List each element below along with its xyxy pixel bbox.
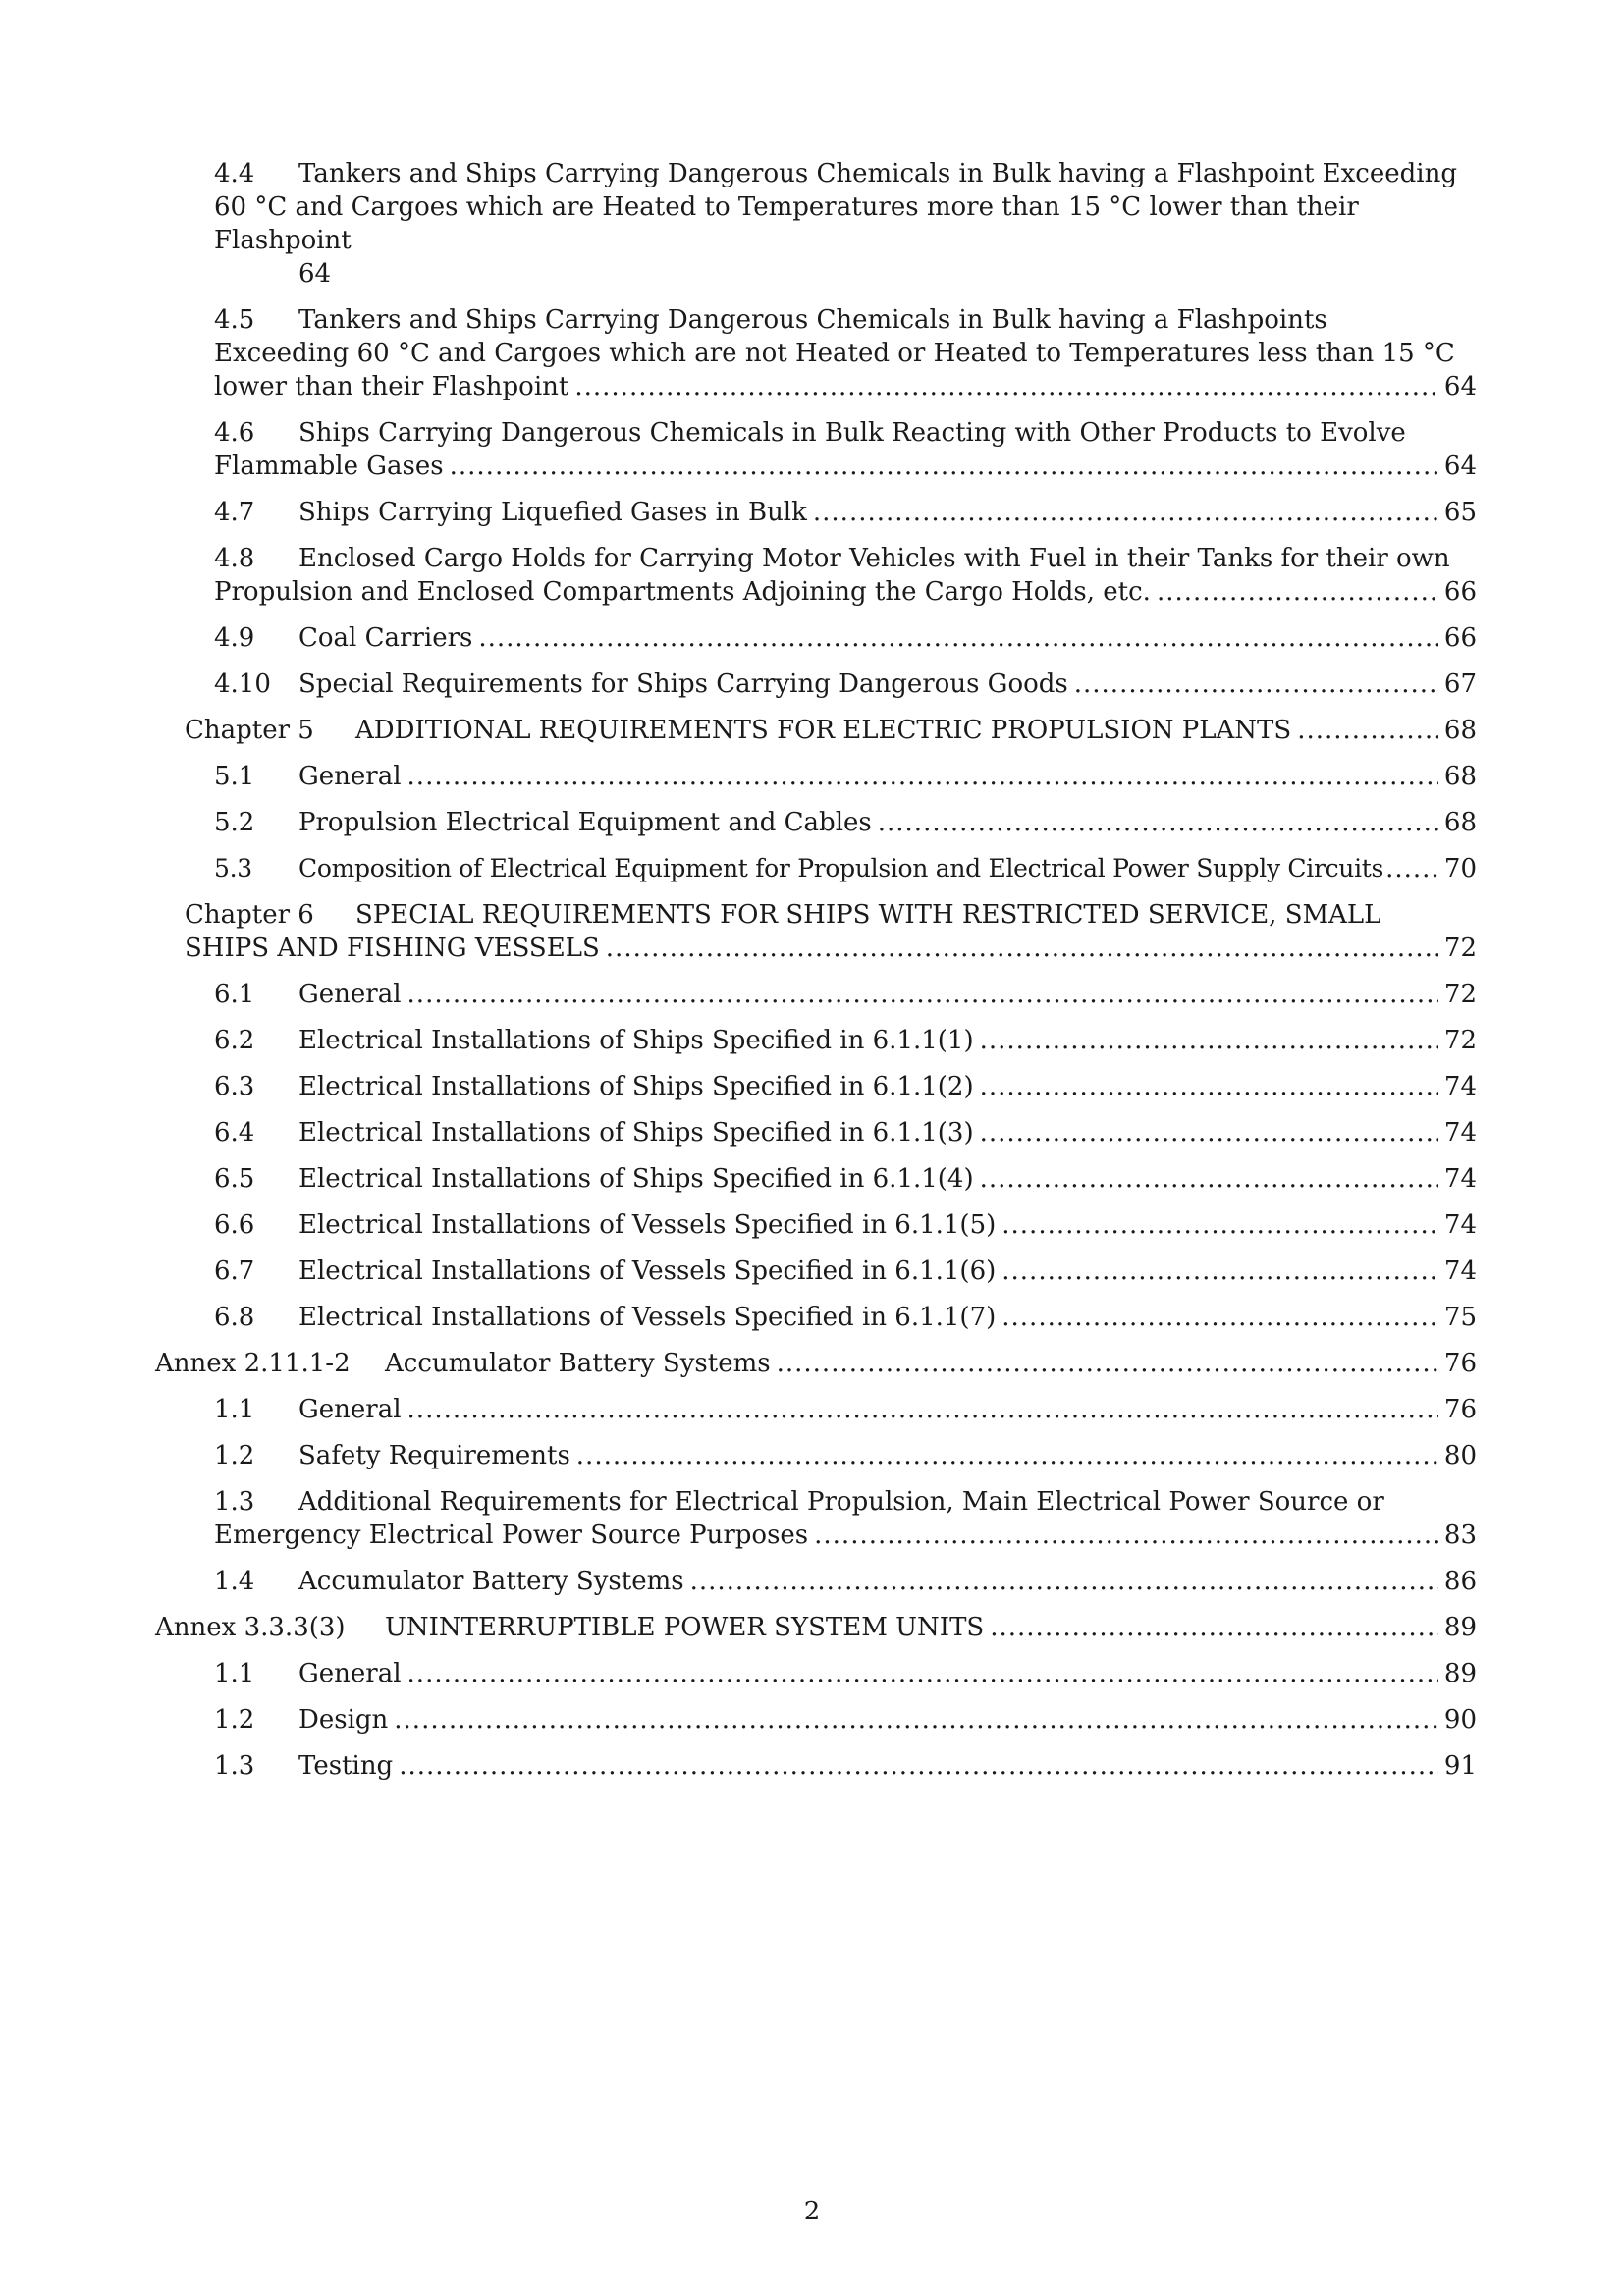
toc-entry-5-1[interactable]: [214, 760, 1477, 793]
toc-number: 4.6: [214, 418, 255, 448]
toc-entry-a2-1-3[interactable]: [214, 1749, 1477, 1783]
toc-title: Electrical Installations of Ships Specified in 6.1.1(4): [298, 1164, 974, 1194]
toc-entry-a1-1-2[interactable]: [214, 1439, 1477, 1472]
toc-number: 4.4: [214, 159, 255, 188]
toc-page: 68: [1443, 808, 1477, 837]
toc-title: Design: [298, 1705, 389, 1735]
toc-title: General: [298, 1659, 402, 1688]
toc-title-line2: Emergency Electrical Power Source Purposes: [214, 1521, 809, 1550]
toc-leader-dots: [690, 1565, 1438, 1598]
toc-number: 6.6: [214, 1210, 255, 1240]
toc-entry-6-3[interactable]: [214, 1070, 1477, 1103]
toc-page: 91: [1443, 1751, 1477, 1781]
toc-number: 1.3: [214, 1487, 255, 1517]
toc-number: 6.7: [214, 1256, 255, 1286]
toc-leader-dots: [980, 1070, 1438, 1103]
toc-title-line2: Exceeding 60 °C and Cargoes which are not Heated or Heated to Temperatures less than 15 °C: [214, 339, 1455, 368]
toc-title-line1: Tankers and Ships Carrying Dangerous Chemicals in Bulk having a Flashpoint Exceeding: [298, 159, 1457, 188]
toc-number: Annex 2.11.1-2: [155, 1349, 351, 1378]
toc-title: UNINTERRUPTIBLE POWER SYSTEM UNITS: [385, 1613, 985, 1642]
toc-page: 64: [1443, 372, 1477, 401]
toc-entry-a2-1-2[interactable]: [214, 1703, 1477, 1736]
toc-page: 64: [1443, 452, 1477, 481]
toc-leader-dots: [1001, 1255, 1438, 1288]
toc-page: 75: [1443, 1303, 1477, 1332]
toc-page: 83: [1443, 1521, 1477, 1550]
toc-page: 76: [1443, 1395, 1477, 1424]
toc-entry-4-4[interactable]: [214, 157, 1477, 291]
toc-entry-4-9[interactable]: [214, 621, 1477, 655]
toc-number: Chapter 6: [185, 900, 314, 930]
toc-title: Electrical Installations of Ships Specified in 6.1.1(3): [298, 1118, 974, 1148]
toc-number: 6.4: [214, 1118, 255, 1148]
toc-page: 67: [1443, 669, 1477, 699]
toc-number: 1.1: [214, 1395, 255, 1424]
toc-leader-dots: [1001, 1208, 1438, 1242]
toc-leader-dots: [407, 978, 1438, 1011]
toc-number: 5.1: [214, 762, 255, 791]
toc-page: 86: [1443, 1567, 1477, 1596]
toc-entry-chapter-6[interactable]: [185, 898, 1477, 965]
toc-title: ADDITIONAL REQUIREMENTS FOR ELECTRIC PROPULSION PLANTS: [355, 716, 1292, 745]
toc-entry-6-2[interactable]: [214, 1024, 1477, 1057]
toc-page: 70: [1443, 854, 1477, 883]
toc-title: Composition of Electrical Equipment for Propulsion and Electrical Power Supply Circuits: [298, 854, 1384, 882]
toc-entry-6-1[interactable]: [214, 978, 1477, 1011]
toc-page: 90: [1443, 1705, 1477, 1735]
table-of-contents: [0, 157, 1624, 1795]
toc-entry-a1-1-3[interactable]: [214, 1485, 1477, 1552]
toc-entry-4-7[interactable]: [214, 496, 1477, 529]
toc-number: 6.2: [214, 1026, 255, 1055]
toc-entry-6-6[interactable]: [214, 1208, 1477, 1242]
toc-leader-dots: [576, 1439, 1438, 1472]
toc-title-line1: Enclosed Cargo Holds for Carrying Motor Vehicles with Fuel in their Tanks for their own: [298, 544, 1450, 573]
toc-page: 89: [1443, 1659, 1477, 1688]
toc-title: Special Requirements for Ships Carrying Dangerous Goods: [298, 669, 1068, 699]
toc-entry-6-5[interactable]: [214, 1162, 1477, 1196]
toc-leader-dots: [1157, 575, 1438, 609]
toc-number: 1.2: [214, 1441, 255, 1470]
toc-number: 6.8: [214, 1303, 255, 1332]
toc-leader-dots: [450, 450, 1438, 483]
toc-title: Coal Carriers: [298, 623, 473, 653]
toc-page: 74: [1443, 1072, 1477, 1101]
toc-page: 66: [1443, 577, 1477, 607]
toc-leader-dots: [478, 621, 1438, 655]
toc-leader-dots: [1297, 714, 1438, 747]
toc-number: 6.1: [214, 980, 255, 1009]
toc-page: 76: [1443, 1349, 1477, 1378]
page-number: 2: [803, 2197, 821, 2226]
toc-page: 72: [1443, 980, 1477, 1009]
toc-number: 5.2: [214, 808, 255, 837]
toc-title-line1: Additional Requirements for Electrical Propulsion, Main Electrical Power Source or: [298, 1487, 1384, 1517]
toc-leader-dots: [574, 370, 1438, 403]
toc-leader-dots: [878, 806, 1438, 839]
toc-entry-6-4[interactable]: [214, 1116, 1477, 1149]
toc-entry-5-2[interactable]: [214, 806, 1477, 839]
toc-leader-dots: [407, 760, 1438, 793]
toc-page: 74: [1443, 1164, 1477, 1194]
toc-entry-a1-1-4[interactable]: [214, 1565, 1477, 1598]
toc-title-line2: 60 °C and Cargoes which are Heated to Temperatures more than 15 °C lower than their Flashpoint: [214, 192, 1359, 255]
toc-number: 1.3: [214, 1751, 255, 1781]
toc-title: Propulsion Electrical Equipment and Cables: [298, 808, 872, 837]
toc-leader-dots: [990, 1611, 1438, 1644]
toc-leader-dots: [980, 1162, 1438, 1196]
toc-title-line1: Tankers and Ships Carrying Dangerous Chemicals in Bulk having a Flashpoints: [298, 305, 1327, 335]
toc-page: 66: [1443, 623, 1477, 653]
toc-number: 5.3: [214, 854, 252, 882]
toc-leader-dots: [407, 1657, 1438, 1690]
toc-leader-dots: [407, 1393, 1438, 1426]
toc-leader-dots: [394, 1703, 1438, 1736]
toc-title: General: [298, 762, 402, 791]
toc-number: 1.1: [214, 1659, 255, 1688]
toc-number: 4.9: [214, 623, 255, 653]
toc-entry-4-10[interactable]: [214, 667, 1477, 701]
toc-leader-dots: [1001, 1301, 1438, 1334]
toc-title: Safety Requirements: [298, 1441, 570, 1470]
toc-title: General: [298, 1395, 402, 1424]
toc-title: Ships Carrying Liquefied Gases in Bulk: [298, 498, 807, 527]
toc-entry-annex-3-3-3-3[interactable]: [155, 1611, 1477, 1644]
toc-leader-dots: [814, 1519, 1438, 1552]
toc-page: 80: [1443, 1441, 1477, 1470]
toc-leader-dots: [606, 932, 1438, 965]
toc-entry-4-8[interactable]: [214, 542, 1477, 609]
toc-title-line2: Propulsion and Enclosed Compartments Adjoining the Cargo Holds, etc.: [214, 577, 1151, 607]
toc-entry-6-7[interactable]: [214, 1255, 1477, 1288]
toc-page: 64: [298, 259, 332, 289]
toc-page: 74: [1443, 1256, 1477, 1286]
toc-title: Electrical Installations of Vessels Specified in 6.1.1(6): [298, 1256, 997, 1286]
toc-title-line1: SPECIAL REQUIREMENTS FOR SHIPS WITH RESTRICTED SERVICE, SMALL: [355, 900, 1381, 930]
toc-title: Accumulator Battery Systems: [298, 1567, 684, 1596]
toc-number: Chapter 5: [185, 716, 314, 745]
toc-entry-4-5[interactable]: [214, 303, 1477, 403]
toc-number: 4.10: [214, 669, 271, 699]
toc-page: 89: [1443, 1613, 1477, 1642]
toc-leader-dots: [980, 1024, 1438, 1057]
toc-leader-dots: [1385, 852, 1442, 885]
toc-number: 4.8: [214, 544, 255, 573]
toc-title: Electrical Installations of Vessels Specified in 6.1.1(7): [298, 1303, 997, 1332]
toc-number: 6.3: [214, 1072, 255, 1101]
toc-page: 68: [1443, 716, 1477, 745]
toc-number: Annex 3.3.3(3): [155, 1613, 346, 1642]
toc-title-line2: SHIPS AND FISHING VESSELS: [185, 934, 600, 963]
toc-entry-4-6[interactable]: [214, 416, 1477, 483]
toc-title-line2: Flammable Gases: [214, 452, 444, 481]
toc-page: 68: [1443, 762, 1477, 791]
toc-entry-a2-1-1[interactable]: [214, 1657, 1477, 1690]
toc-title-line1: Ships Carrying Dangerous Chemicals in Bulk Reacting with Other Products to Evolve: [298, 418, 1406, 448]
toc-entry-annex-2-11-1-2[interactable]: [155, 1347, 1477, 1380]
toc-title: Electrical Installations of Vessels Specified in 6.1.1(5): [298, 1210, 997, 1240]
toc-entry-a1-1-1[interactable]: [214, 1393, 1477, 1426]
toc-number: 1.2: [214, 1705, 255, 1735]
toc-number: 4.7: [214, 498, 255, 527]
toc-title: Electrical Installations of Ships Specified in 6.1.1(1): [298, 1026, 974, 1055]
toc-leader-dots: [813, 496, 1438, 529]
toc-number: 4.5: [214, 305, 255, 335]
toc-page: 65: [1443, 498, 1477, 527]
toc-entry-5-3[interactable]: [214, 852, 1477, 885]
toc-title: Testing: [298, 1751, 394, 1781]
toc-leader-dots: [777, 1347, 1438, 1380]
toc-page: 74: [1443, 1118, 1477, 1148]
toc-entry-chapter-5[interactable]: [185, 714, 1477, 747]
toc-title: Accumulator Battery Systems: [385, 1349, 771, 1378]
toc-number: 1.4: [214, 1567, 255, 1596]
toc-leader-dots: [399, 1749, 1438, 1783]
toc-entry-6-8[interactable]: [214, 1301, 1477, 1334]
toc-page: 74: [1443, 1210, 1477, 1240]
toc-title: General: [298, 980, 402, 1009]
toc-title: Electrical Installations of Ships Specified in 6.1.1(2): [298, 1072, 974, 1101]
toc-number: 6.5: [214, 1164, 255, 1194]
toc-page: 72: [1443, 1026, 1477, 1055]
toc-leader-dots: [980, 1116, 1438, 1149]
toc-title-line3: lower than their Flashpoint: [214, 372, 569, 401]
toc-leader-dots: [1074, 667, 1438, 701]
toc-page: 72: [1443, 934, 1477, 963]
